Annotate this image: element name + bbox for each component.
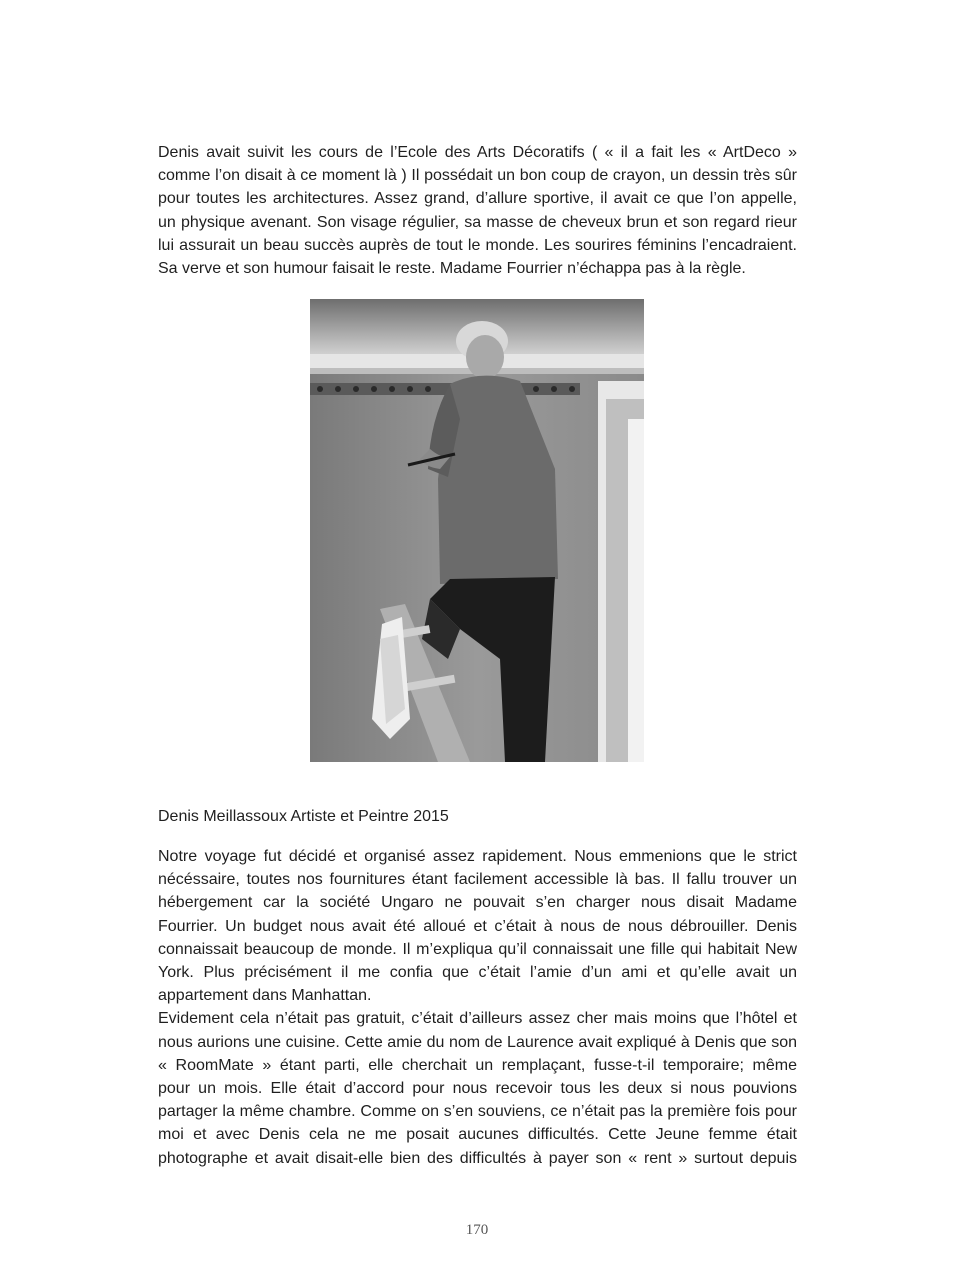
text-line: nécéssaire, toutes nos fournitures étant facilement accessible là bas. Il fallu trouver un <box>158 871 797 889</box>
text-line: comme l’on disait à ce moment là ) Il possédait un bon coup de crayon, un dessin très sûr <box>158 167 797 185</box>
text-line: York. Plus précisément il me confia que c’était l’amie d’un ami et qu’elle avait un <box>158 964 797 982</box>
text-line: Notre voyage fut décidé et organisé assez rapidement. Nous emmenions que le strict <box>158 848 797 865</box>
text-line: un physique avenant. Son visage régulier, sa masse de cheveux brun et son regard rieur <box>158 213 797 231</box>
text-line: nous aurions une cuisine. Cette amie du nom de Laurence avait expliqué à Denis que son <box>158 1033 797 1051</box>
text-line: partager la même chambre. Comme on s’en souviens, ce n’était pas la première fois pour <box>158 1103 797 1121</box>
paragraph-intro <box>158 141 797 280</box>
text-line: Fourrier. Un budget nous avait été alloué et c’était à nous de nous débrouiller. Denis <box>158 917 797 935</box>
text-line: Denis avait suivit les cours de l’Ecole des Arts Décoratifs ( « il a fait les « ArtDeco » <box>158 144 797 161</box>
text-line: photographe et avait disait-elle bien des difficultés à payer son « rent » surtout depuis <box>158 1149 797 1167</box>
photo-man-on-ladder-icon <box>310 299 644 762</box>
text-line: hébergement car la société Ungaro ne pouvait s’en charger nous disait Madame <box>158 894 797 912</box>
text-line: moi et avec Denis cela ne me posait aucunes difficultés. Cette Jeune femme était <box>158 1126 797 1144</box>
text-line: appartement dans Manhattan. <box>158 987 372 1005</box>
text-line: connaissait beaucoup de monde. Il m’expliqua qu’il connaissait une fille qui habitait New <box>158 940 797 958</box>
text-line: Evidement cela n’était pas gratuit, c’était d’ailleurs assez cher mais moins que l’hôtel et <box>158 1010 797 1028</box>
text-line: pour toutes les architectures. Assez grand, d’allure sportive, il avait ce que l’on appelle, <box>158 190 797 208</box>
paragraph-voyage <box>158 845 797 1170</box>
text-line: « RoomMate » étant parti, elle cherchait un remplaçant, fusse-t-il temporaire; même <box>158 1056 797 1074</box>
text-line: lui assurait un beau succès auprès de tout le monde. Les sourires féminins l’encadraient. <box>158 236 797 254</box>
text-line: pour un mois. Elle était d’accord pour nous recevoir tous les deux si nous pouvions <box>158 1080 797 1098</box>
photo-caption: Denis Meillassoux Artiste et Peintre 2015 <box>158 808 449 825</box>
page-number: 170 <box>465 1222 489 1238</box>
text-line: Sa verve et son humour faisait le reste. Madame Fourrier n’échappa pas à la règle. <box>158 260 746 278</box>
